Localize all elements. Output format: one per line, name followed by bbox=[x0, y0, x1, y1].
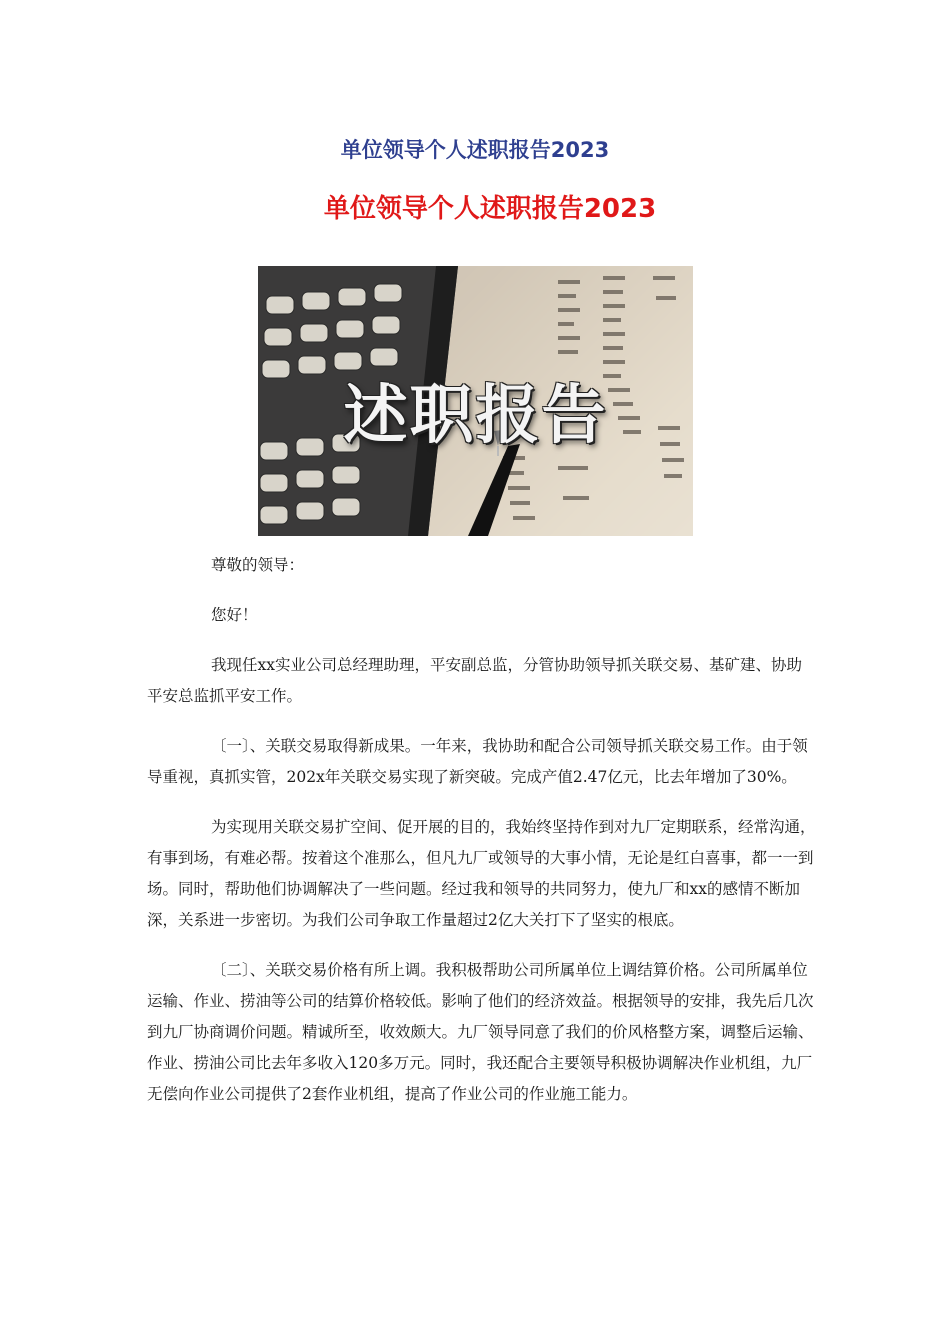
document-heading: 单位领导个人述职报告2023 bbox=[340, 138, 610, 162]
document-title: 单位领导个人述职报告2023 bbox=[323, 194, 657, 224]
greeting: 您好！ bbox=[211, 606, 258, 624]
illustration-caption: 述职报告 bbox=[343, 379, 608, 453]
paragraph: 〔一〕、关联交易取得新成果。一年来，我协助和配合公司领导抓关联交易工作。由于领导重视，真抓实管，202x年关联交易实现了新突破。完成产值2.47亿元，比去年增加了30%。 bbox=[147, 737, 808, 786]
salutation: 尊敬的领导： bbox=[211, 556, 305, 574]
document-body bbox=[147, 550, 817, 1129]
report-illustration bbox=[258, 266, 693, 536]
paragraph: 我现任xx实业公司总经理助理，平安副总监，分管协助领导抓关联交易、基矿建、协助平安总监抓平安工作。 bbox=[147, 656, 802, 705]
paragraph: 〔二〕、关联交易价格有所上调。我积极帮助公司所属单位上调结算价格。公司所属单位运输、作业、捞油等公司的结算价格较低。影响了他们的经济效益。根据领导的安排，我先后几次到九厂协商调价问题。精诚所至，收效颇大。九厂领导同意了我们的价风格整方案，调整后运输、作业、捞油公司比去年多收入120多万元。同时，我还配合主要领导积极协调解决作业机组，九厂无偿向作业公司提供了2套作业机组，提高了作业公司的作业施工能力。 bbox=[147, 961, 814, 1103]
paragraph: 为实现用关联交易扩空间、促开展的目的，我始终坚持作到对九厂定期联系，经常沟通，有事到场，有难必帮。按着这个准那么，但凡九厂或领导的大事小情，无论是红白喜事，都一一到场。同时，帮助他们协调解决了一些问题。经过我和领导的共同努力，使九厂和xx的感情不断加深，关系进一步密切。为我们公司争取工作量超过2亿大关打下了坚实的根底。 bbox=[147, 818, 816, 929]
